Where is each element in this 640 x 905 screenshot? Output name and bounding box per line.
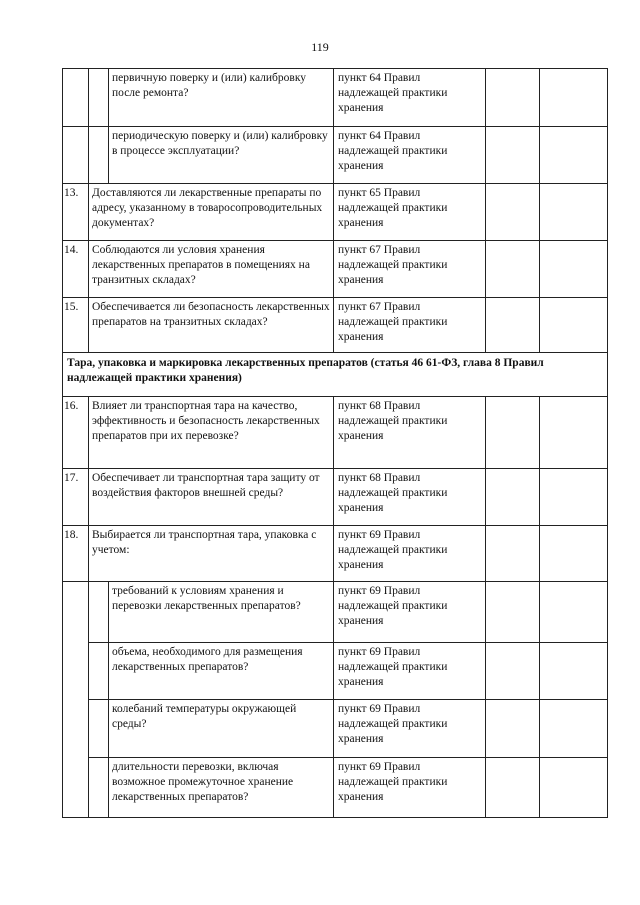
table-row: [63, 700, 608, 758]
question-cell: требований к условиям хранения и перевозки лекарственных препаратов?: [109, 582, 334, 643]
reference-cell: пункт 64 Правил надлежащей практики хранения: [334, 69, 486, 127]
reference-cell: пункт 68 Правил надлежащей практики хранения: [334, 397, 486, 469]
answer-cell: [486, 643, 540, 700]
question-cell: длительности перевозки, включая возможное промежуточное хранение лекарственных препаратов?: [109, 758, 334, 818]
row-number-cell: 15.: [63, 298, 89, 353]
table-row: [63, 298, 608, 353]
row-number-cell: [63, 700, 89, 758]
question-cell: колебаний температуры окружающей среды?: [109, 700, 334, 758]
question-cell: Обеспечивает ли транспортная тара защиту от воздействия факторов внешней среды?: [89, 469, 334, 526]
note-cell: [540, 397, 608, 469]
section-header-row: [63, 353, 608, 397]
reference-cell: пункт 65 Правил надлежащей практики хранения: [334, 184, 486, 241]
reference-cell: пункт 69 Правил надлежащей практики хранения: [334, 643, 486, 700]
question-cell: периодическую поверку и (или) калибровку в процессе эксплуатации?: [109, 127, 334, 184]
table-row: [63, 127, 608, 184]
note-cell: [540, 526, 608, 582]
answer-cell: [486, 69, 540, 127]
question-cell: первичную поверку и (или) калибровку после ремонта?: [109, 69, 334, 127]
indent-cell: [89, 758, 109, 818]
table-row: [63, 758, 608, 818]
question-cell: Выбирается ли транспортная тара, упаковка с учетом:: [89, 526, 334, 582]
row-number-cell: 18.: [63, 526, 89, 582]
section-header: Тара, упаковка и маркировка лекарственных препаратов (статья 46 61-ФЗ, глава 8 Правил надлежащей практики хранения): [63, 353, 608, 397]
row-number-cell: [63, 758, 89, 818]
reference-cell: пункт 64 Правил надлежащей практики хранения: [334, 127, 486, 184]
answer-cell: [486, 582, 540, 643]
indent-cell: [89, 127, 109, 184]
reference-cell: пункт 67 Правил надлежащей практики хранения: [334, 298, 486, 353]
table-row: [63, 582, 608, 643]
reference-cell: пункт 69 Правил надлежащей практики хранения: [334, 582, 486, 643]
table-row: [63, 69, 608, 127]
row-number-cell: [63, 69, 89, 127]
row-number-cell: [63, 582, 89, 643]
indent-cell: [89, 643, 109, 700]
indent-cell: [89, 69, 109, 127]
question-cell: Соблюдаются ли условия хранения лекарственных препаратов в помещениях на транзитных складах?: [89, 241, 334, 298]
answer-cell: [486, 700, 540, 758]
note-cell: [540, 298, 608, 353]
reference-cell: пункт 69 Правил надлежащей практики хранения: [334, 526, 486, 582]
table-row: [63, 241, 608, 298]
table-row: [63, 397, 608, 469]
table-row: [63, 469, 608, 526]
reference-cell: пункт 68 Правил надлежащей практики хранения: [334, 469, 486, 526]
question-cell: Влияет ли транспортная тара на качество, эффективность и безопасность лекарственных препаратов при их перевозке?: [89, 397, 334, 469]
row-number-cell: 13.: [63, 184, 89, 241]
checklist-table: [62, 68, 608, 818]
table-row: [63, 526, 608, 582]
answer-cell: [486, 397, 540, 469]
note-cell: [540, 700, 608, 758]
note-cell: [540, 127, 608, 184]
answer-cell: [486, 127, 540, 184]
note-cell: [540, 184, 608, 241]
note-cell: [540, 643, 608, 700]
answer-cell: [486, 241, 540, 298]
question-cell: объема, необходимого для размещения лекарственных препаратов?: [109, 643, 334, 700]
answer-cell: [486, 469, 540, 526]
note-cell: [540, 582, 608, 643]
row-number-cell: 16.: [63, 397, 89, 469]
answer-cell: [486, 298, 540, 353]
reference-cell: пункт 67 Правил надлежащей практики хранения: [334, 241, 486, 298]
row-number-cell: 17.: [63, 469, 89, 526]
row-number-cell: 14.: [63, 241, 89, 298]
question-cell: Обеспечивается ли безопасность лекарственных препаратов на транзитных складах?: [89, 298, 334, 353]
row-number-cell: [63, 643, 89, 700]
reference-cell: пункт 69 Правил надлежащей практики хранения: [334, 758, 486, 818]
note-cell: [540, 241, 608, 298]
answer-cell: [486, 758, 540, 818]
row-number-cell: [63, 127, 89, 184]
note-cell: [540, 758, 608, 818]
answer-cell: [486, 184, 540, 241]
reference-cell: пункт 69 Правил надлежащей практики хранения: [334, 700, 486, 758]
question-cell: Доставляются ли лекарственные препараты по адресу, указанному в товаросопроводительных документах?: [89, 184, 334, 241]
table-row: [63, 643, 608, 700]
indent-cell: [89, 582, 109, 643]
indent-cell: [89, 700, 109, 758]
note-cell: [540, 469, 608, 526]
answer-cell: [486, 526, 540, 582]
note-cell: [540, 69, 608, 127]
page-number: 119: [311, 40, 329, 54]
table-row: [63, 184, 608, 241]
